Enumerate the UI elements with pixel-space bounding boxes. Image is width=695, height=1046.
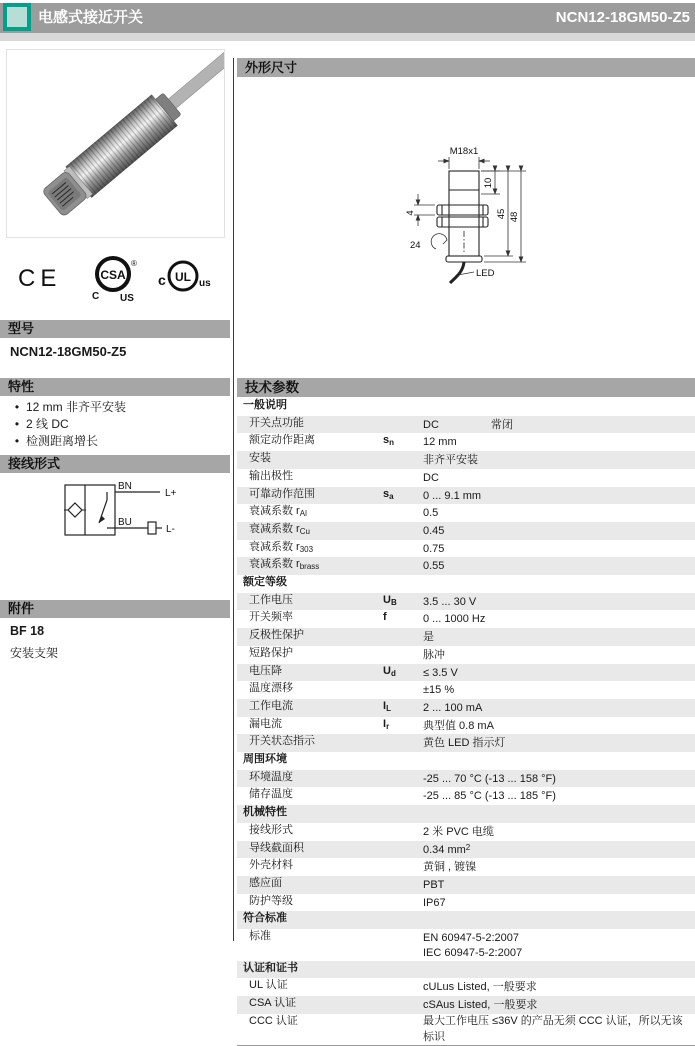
spec-value (417, 805, 695, 823)
spec-symbol (383, 469, 423, 487)
spec-label: CCC 认证 (249, 1014, 298, 1027)
model-value: NCN12-18GM50-Z5 (10, 344, 127, 359)
drawing-nut-1 (437, 205, 488, 215)
wire-lplus-label: L+ (165, 488, 177, 499)
spec-label: 安装 (249, 452, 271, 465)
spec-label: 短路保护 (249, 646, 293, 659)
spec-value: 0.55 (423, 560, 445, 573)
spec-row (237, 398, 695, 416)
feature-item (8, 433, 226, 450)
bullet-icon: • (14, 417, 20, 431)
spec-row (237, 646, 695, 664)
spec-value (417, 398, 695, 416)
spec-symbol (383, 557, 423, 575)
spec-row (237, 770, 695, 788)
spec-symbol (383, 894, 423, 912)
spec-row (237, 876, 695, 894)
cert-logos (10, 252, 220, 304)
product-photo-art (7, 50, 224, 237)
doc-title: 电感式接近开关 (38, 9, 144, 26)
spec-row (237, 823, 695, 841)
spec-label: 衰减系数 rCu (249, 522, 310, 536)
spec-row (237, 752, 695, 770)
spec-label: 标准 (249, 930, 271, 943)
bullet-icon: • (14, 400, 20, 414)
spec-row (237, 787, 695, 805)
spec-row (237, 681, 695, 699)
spec-row (237, 522, 695, 540)
svg-text:US: US (120, 293, 134, 304)
spec-symbol (383, 1014, 423, 1045)
spec-symbol (383, 929, 423, 960)
column-divider (233, 58, 234, 941)
drawing-nut-2 (437, 217, 488, 227)
drawing-cable (450, 262, 464, 283)
spec-symbol (383, 522, 423, 540)
spec-symbol (383, 416, 423, 434)
spec-row (237, 504, 695, 522)
spec-value: 黄色 LED 指示灯 (423, 737, 506, 750)
spec-symbol (383, 681, 423, 699)
spec-label: UL 认证 (249, 979, 288, 992)
spec-label: 额定动作距离 (249, 434, 315, 447)
section-bar-features: 特性 (0, 378, 230, 396)
spec-row (237, 734, 695, 752)
svg-text:UL: UL (175, 270, 191, 284)
spec-value (417, 911, 695, 929)
spec-symbol: $U_d$ (383, 664, 396, 678)
spec-label: 一般说明 (243, 399, 287, 411)
spec-label: 导线截面积 (249, 841, 304, 854)
spec-label: 反极性保护 (249, 629, 304, 642)
spec-value: 0 ... 9.1 mm (423, 489, 482, 502)
sensor-body (40, 50, 224, 219)
spec-symbol (383, 841, 423, 859)
svg-text:CE: CE (18, 265, 62, 292)
spec-row (237, 540, 695, 558)
load-symbol (148, 522, 156, 534)
spec-row (237, 699, 695, 717)
spec-symbol (383, 540, 423, 558)
wiring-diagram (38, 478, 198, 575)
spec-value: cULus Listed, 一般要求 (423, 981, 537, 994)
spec-value: 脉冲 (423, 648, 445, 661)
spec-label: 储存温度 (249, 788, 293, 801)
led-label: LED (476, 268, 495, 279)
spec-value (417, 575, 695, 593)
spec-row (237, 433, 695, 451)
spec-row (237, 664, 695, 682)
spec-row (237, 1014, 695, 1045)
dim-4-label: 4 (405, 210, 416, 216)
feature-item (8, 399, 226, 416)
spec-label: 环境温度 (249, 770, 293, 783)
spec-value: 2 米 PVC 电缆 (423, 825, 494, 838)
spec-label: 工作电压 (249, 593, 293, 606)
spec-symbol (383, 876, 423, 894)
feature-text: 检测距离增长 (26, 434, 99, 448)
accessory-desc: 安装支架 (10, 646, 59, 660)
spec-symbol (383, 823, 423, 841)
spec-value: 12 mm (423, 436, 457, 449)
spec-symbol (383, 734, 423, 752)
spec-row (237, 416, 695, 434)
spec-row (237, 557, 695, 575)
spec-symbol: $s_a$ (383, 487, 394, 501)
spec-value: ≤ 3.5 V (423, 666, 458, 679)
spec-value: -25 ... 70 °C (-13 ... 158 °F) (423, 772, 556, 785)
spec-row (237, 717, 695, 735)
spec-value: 最大工作电压 ≤36V 的产品无须 CCC 认证，所以无该标识 (423, 1014, 683, 1044)
spec-symbol (383, 646, 423, 664)
spec-value: PBT (423, 878, 445, 891)
spec-label: 漏电流 (249, 717, 282, 730)
spec-value: cSAus Listed, 一般要求 (423, 998, 538, 1011)
product-photo (6, 49, 225, 238)
spec-label: 可靠动作范围 (249, 487, 315, 500)
spec-row (237, 996, 695, 1014)
spec-label: 外壳材料 (249, 859, 293, 872)
spec-value (417, 961, 695, 979)
spec-row (237, 858, 695, 876)
svg-text:®: ® (131, 259, 137, 268)
spec-row (237, 628, 695, 646)
spec-label: CSA 认证 (249, 996, 297, 1009)
spec-symbol (383, 787, 423, 805)
wire-bu-label: BU (118, 517, 132, 528)
spec-symbol (383, 628, 423, 646)
spec-value: 2 ... 100 mA (423, 701, 483, 714)
spec-value: 是 (423, 631, 434, 644)
wrench-icon (431, 234, 447, 249)
spec-label: 开关频率 (249, 611, 293, 624)
dim-48-label: 48 (509, 211, 520, 223)
dim-10-label: 10 (483, 177, 494, 189)
spec-symbol (383, 770, 423, 788)
spec-symbol (377, 575, 417, 593)
svg-text:CSA: CSA (100, 268, 126, 282)
spec-value: 0.75 (423, 542, 445, 555)
spec-symbol (377, 752, 417, 770)
spec-label: 机械特性 (243, 806, 287, 819)
doc-part-number: NCN12-18GM50-Z5 (555, 9, 690, 26)
dim-thread-label: M18x1 (449, 146, 479, 157)
feature-text: 12 mm 非齐平安装 (26, 400, 127, 414)
spec-value: EN 60947-5-2:2007 IEC 60947-5-2:2007 (423, 932, 523, 959)
ce-logo (18, 265, 61, 292)
spec-symbol: $I_L$ (383, 699, 391, 713)
spec-row (237, 929, 695, 960)
spec-symbol (383, 858, 423, 876)
spec-value (417, 752, 695, 770)
svg-text:us: us (199, 278, 211, 289)
spec-label: 电压降 (249, 664, 282, 677)
svg-text:c: c (158, 272, 166, 288)
section-bar-connection: 接线形式 (0, 455, 230, 473)
spec-label: 接线形式 (249, 823, 293, 836)
spec-label: 输出极性 (249, 469, 293, 482)
category-icon (3, 3, 31, 31)
spec-symbol (383, 451, 423, 469)
spec-symbol (383, 504, 423, 522)
feature-text: 2 线 DC (26, 417, 69, 431)
spec-row (237, 575, 695, 593)
spec-symbol: f (383, 611, 387, 624)
section-bar-dimensions: 外形尺寸 (237, 58, 695, 77)
section-bar-technical-data: 技术参数 (237, 378, 695, 397)
spec-label: 符合标准 (243, 912, 287, 925)
spec-label: 温度漂移 (249, 682, 293, 695)
spec-label: 开关状态指示 (249, 735, 315, 748)
spec-label: 防护等级 (249, 894, 293, 907)
spec-row (237, 487, 695, 505)
spec-value: -25 ... 85 °C (-13 ... 185 °F) (423, 790, 556, 803)
feature-item (8, 416, 226, 433)
spec-symbol: $U_B$ (383, 593, 397, 607)
wire-lminus-label: L- (166, 524, 175, 535)
spec-value: DC (423, 471, 439, 484)
spec-row (237, 805, 695, 823)
spec-value: 0.45 (423, 524, 445, 537)
spec-value: 黄铜 , 镀镍 (423, 861, 477, 874)
spec-value: 典型值 0.8 mA (423, 719, 494, 732)
spec-value: IP67 (423, 896, 446, 909)
dimension-drawing (350, 128, 680, 325)
spec-label: 感应面 (249, 876, 282, 889)
spec-symbol (377, 961, 417, 979)
spec-value: 3.5 ... 30 V (423, 595, 477, 608)
accessory-name: BF 18 (10, 624, 45, 638)
spec-value: DC 常闭 (423, 418, 513, 431)
spec-symbol: $I_r$ (383, 717, 390, 731)
spec-row (237, 978, 695, 996)
spec-row (237, 469, 695, 487)
spec-value: 0.5 (423, 507, 439, 520)
spec-row (237, 961, 695, 979)
spec-value: ±15 % (423, 684, 455, 697)
spec-row (237, 894, 695, 912)
drawing-cap (446, 256, 482, 262)
spec-value: 0.34 $mm^2$ (423, 842, 471, 856)
spec-label: 工作电流 (249, 699, 293, 712)
spec-label: 开关点功能 (249, 416, 304, 429)
spec-symbol (377, 398, 417, 416)
spec-symbol (377, 911, 417, 929)
spec-row (237, 841, 695, 859)
spec-symbol (377, 805, 417, 823)
svg-text:C: C (92, 291, 100, 302)
features-list (8, 399, 226, 450)
section-bar-model: 型号 (0, 320, 230, 338)
spec-label: 认证和证书 (243, 961, 298, 974)
wire-bn-label: BN (118, 481, 132, 492)
csa-logo (92, 258, 137, 304)
spec-symbol (383, 978, 423, 996)
spec-label: 额定等级 (243, 576, 287, 589)
spec-value: 非齐平安装 (423, 454, 478, 467)
spec-symbol (383, 996, 423, 1014)
spec-table (237, 398, 695, 1046)
spec-row (237, 610, 695, 628)
dim-45-label: 45 (496, 208, 507, 220)
spec-value: 0 ... 1000 Hz (423, 613, 486, 626)
spec-label: 周围环境 (243, 753, 287, 766)
spec-row (237, 451, 695, 469)
bullet-icon: • (14, 434, 20, 448)
header-sub-strip (0, 33, 695, 41)
dim-24-label: 24 (410, 240, 421, 251)
spec-label: 衰减系数 r303 (249, 540, 314, 554)
section-bar-accessories: 附件 (0, 600, 230, 618)
spec-label: 衰减系数 rbrass (249, 558, 320, 572)
cul-logo (158, 262, 211, 290)
spec-label: 衰减系数 rAl (249, 505, 307, 519)
spec-row (237, 593, 695, 611)
spec-row (237, 911, 695, 929)
spec-symbol: $s_n$ (383, 434, 395, 448)
